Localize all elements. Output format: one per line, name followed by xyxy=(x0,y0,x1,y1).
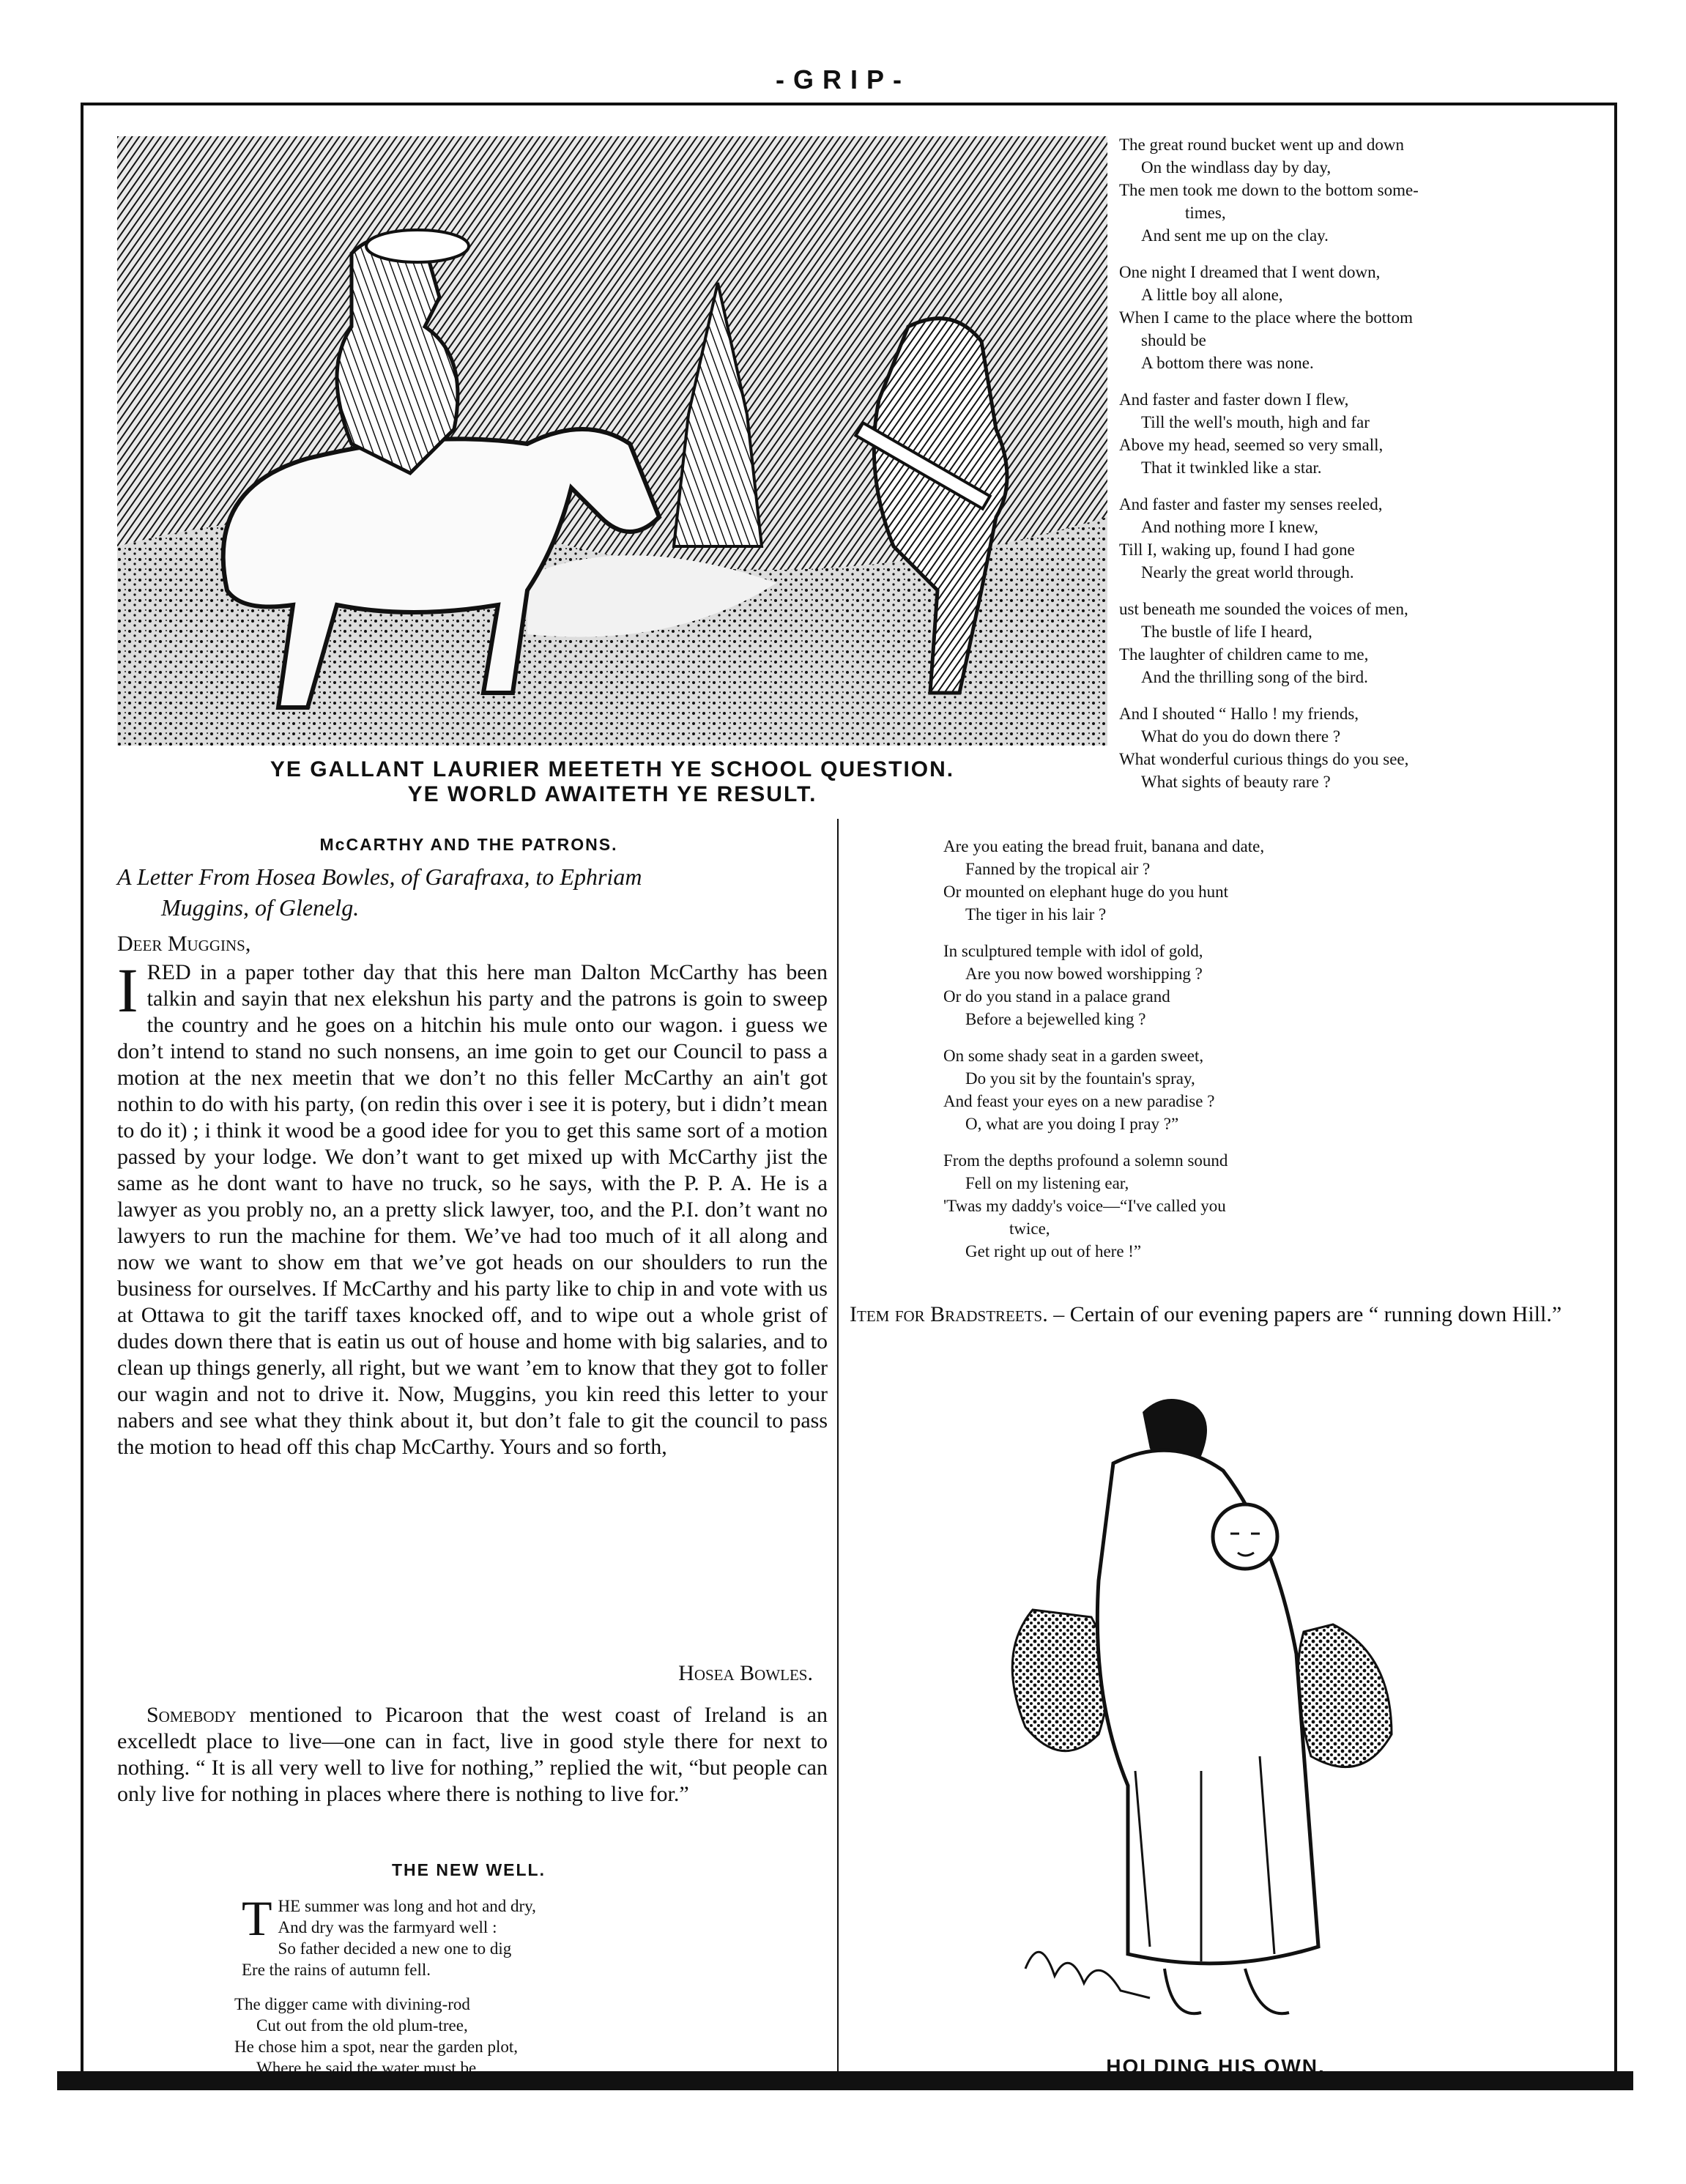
poem-line: And faster and faster my senses reeled, xyxy=(1119,495,1383,513)
new-well-stanza-2 xyxy=(234,1994,769,2079)
poem-line: The great round bucket went up and down xyxy=(1119,135,1404,154)
poem-line: So father decided a new one to dig xyxy=(278,1939,512,1958)
poem-stanza xyxy=(1119,133,1588,247)
somebody-lead: Somebody xyxy=(146,1703,237,1727)
poem-line: In sculptured temple with idol of gold, xyxy=(943,942,1203,960)
poem-line: twice, xyxy=(1009,1219,1050,1238)
poem-line: On some shady seat in a garden sweet, xyxy=(943,1047,1204,1065)
poem-line: Nearly the great world through. xyxy=(1141,563,1354,582)
poem-line: What sights of beauty rare ? xyxy=(1141,773,1331,791)
bradstreets-item xyxy=(850,1302,1575,1327)
new-well-dropcap: T xyxy=(242,1890,272,1946)
poem-stanza xyxy=(943,940,1500,1030)
poem-line: On the windlass day by day, xyxy=(1141,158,1332,177)
letter-sub-line-2: Muggins, of Glenelg. xyxy=(161,894,360,921)
poem-line: Cut out from the old plum-tree, xyxy=(256,2016,468,2035)
poem-line: One night I dreamed that I went down, xyxy=(1119,263,1381,281)
poem-line: What wonderful curious things do you see, xyxy=(1119,750,1409,768)
poem-line: The men took me down to the bottom some- xyxy=(1119,181,1419,199)
poem-line: Before a bejewelled king ? xyxy=(965,1010,1146,1028)
poem-line: And faster and faster down I flew, xyxy=(1119,390,1349,409)
poem-line: 'Twas my daddy's voice—“I've called you xyxy=(943,1197,1226,1215)
poem-line: times, xyxy=(1185,204,1226,222)
poem-line: That it twinkled like a star. xyxy=(1141,458,1322,477)
poem-line: And nothing more I knew, xyxy=(1141,518,1318,536)
letter-subheadline xyxy=(117,861,820,923)
poem-line: And I shouted “ Hallo ! my friends, xyxy=(1119,705,1359,723)
letter-sub-line-1: A Letter From Hosea Bowles, of Garafraxa, to Ephriam xyxy=(117,863,642,890)
poem-line: The tiger in his lair ? xyxy=(965,905,1107,924)
new-well-headline: THE NEW WELL. xyxy=(392,1860,546,1879)
letter-body xyxy=(117,955,828,1460)
poem-stanza xyxy=(1119,598,1588,688)
caption-line-1: YE GALLANT LAURIER MEETETH YE SCHOOL QUESTION. xyxy=(270,757,955,781)
poem-line: Fanned by the tropical air ? xyxy=(965,860,1151,878)
somebody-paragraph xyxy=(117,1702,828,1808)
poem-line: And feast your eyes on a new paradise ? xyxy=(943,1092,1215,1110)
poem-stanza xyxy=(1119,702,1588,793)
item-lead: Item for Bradstreets. xyxy=(850,1302,1048,1326)
poem-stanza xyxy=(1119,388,1588,479)
poem-line: When I came to the place where the bottom xyxy=(1119,308,1414,327)
poem-line: Till the well's mouth, high and far xyxy=(1141,413,1370,431)
top-cartoon-caption xyxy=(117,757,1107,807)
poem-continuation-middle xyxy=(943,835,1500,1277)
poem-line: HE summer was long and hot and dry, xyxy=(278,1897,536,1915)
poem-line: Or mounted on elephant huge do you hunt xyxy=(943,883,1229,901)
poem-stanza xyxy=(943,835,1500,926)
poem-line: O, what are you doing I pray ?” xyxy=(965,1115,1179,1133)
poem-line: And sent me up on the clay. xyxy=(1141,226,1329,245)
new-well-poem xyxy=(234,1890,769,2092)
poem-line: Get right up out of here !” xyxy=(965,1242,1142,1260)
poem-line: And dry was the farmyard well : xyxy=(278,1918,497,1936)
poem-stanza xyxy=(943,1044,1500,1135)
somebody-text: mentioned to Picaroon that the west coast of Ireland is an excelledt place to live—one can in fact, live in good style there for next to nothing. “ It is all very well to live for nothing,” replied the wit, “but people can only live for nothing in places where there is nothing to live for.” xyxy=(117,1703,828,1806)
poem-stanza xyxy=(1119,261,1588,374)
poem-line: The digger came with divining-rod xyxy=(234,1995,470,2013)
letter-signature: Hosea Bowles. xyxy=(678,1661,813,1685)
letter-dropcap: I xyxy=(117,955,138,1025)
bottom-cartoon-caption: HOLDING HIS OWN. xyxy=(1106,2055,1326,2078)
poem-line: should be xyxy=(1141,331,1206,349)
poem-line: A little boy all alone, xyxy=(1141,286,1283,304)
new-well-stanza-1 xyxy=(242,1890,769,1980)
column-divider xyxy=(837,819,839,2071)
poem-line: ust beneath me sounded the voices of men, xyxy=(1119,600,1408,618)
laurier-cartoon-illustration xyxy=(117,136,1107,746)
poem-line: The bustle of life I heard, xyxy=(1141,623,1312,641)
poem-line: Ere the rains of autumn fell. xyxy=(242,1961,431,1979)
poem-line: Above my head, seemed so very small, xyxy=(1119,436,1384,454)
poem-line: Or do you stand in a palace grand xyxy=(943,987,1170,1006)
masthead: -GRIP- xyxy=(776,64,910,94)
poem-line: A bottom there was none. xyxy=(1141,354,1314,372)
poem-line: Do you sit by the fountain's spray, xyxy=(965,1069,1195,1088)
letter-salutation: Deer Muggins, xyxy=(117,932,251,956)
poem-stanza xyxy=(1119,493,1588,584)
letter-headline: McCARTHY AND THE PATRONS. xyxy=(319,835,618,854)
poem-stanza xyxy=(943,1149,1500,1263)
poem-line: Till I, waking up, found I had gone xyxy=(1119,541,1355,559)
poem-line: Where he said the water must be. xyxy=(256,2059,480,2077)
item-text: – Certain of our evening papers are “ running down Hill.” xyxy=(1047,1302,1562,1326)
poem-line: From the depths profound a solemn sound xyxy=(943,1151,1228,1170)
poem-line: Are you now bowed worshipping ? xyxy=(965,965,1203,983)
letter-body-text: RED in a paper tother day that this here man Dalton McCarthy has been talkin and sayin that nex elekshun his party and the patrons is goin to sweep the country and he goes on a hitchin his mule onto our wagon. i guess we don’t intend to stand no such nonsens, an ime goin to get our Council to pass a motion at the nex meetin that we don’t no this feller McCarthy an ain't got nothin to do with his party, (on redin this over i see it is potery, but i didn’t mean to do it) ; i think it wood be a good idee for you to get this same sort of a motion passed by your lodge. We don’t want to get mixed up with McCarthy jist the same as he dont want to have no truck, so he says, with the P. P. A. He is a lawyer as you probly no, an a pretty slick lawyer, too, and the P.I. don’t want no lawyers to run the machine for them. We’ve had too much of it all along and now we want to show em that we’ve got heads on our shoulders to run the business for ourselves. If McCarthy and his party like to chip in and vote with us at Ottawa to git the tariff taxes knocked off, and to wipe out a whole grist of dudes down there that is eatin us out of house and home with big salaries, and to clean up things generly, all right, but we want ’em to know that they got to foller our wagin and not to drive it. Now, Muggins, you kin reed this letter to your nabers and see what they think about it, but don’t fale to git the council to pass the motion to head off this chap McCarthy. Yours and so forth, xyxy=(117,960,828,1459)
poem-continuation-top xyxy=(1119,133,1588,807)
poem-line: And the thrilling song of the bird. xyxy=(1141,668,1368,686)
holding-his-own-illustration xyxy=(981,1390,1450,2049)
poem-line: What do you do down there ? xyxy=(1141,727,1341,746)
poem-line: The laughter of children came to me, xyxy=(1119,645,1369,664)
poem-line: Are you eating the bread fruit, banana and date, xyxy=(943,837,1265,855)
poem-line: Fell on my listening ear, xyxy=(965,1174,1129,1192)
caption-line-2: YE WORLD AWAITETH YE RESULT. xyxy=(407,782,817,806)
poem-line: He chose him a spot, near the garden plot, xyxy=(234,2038,519,2056)
